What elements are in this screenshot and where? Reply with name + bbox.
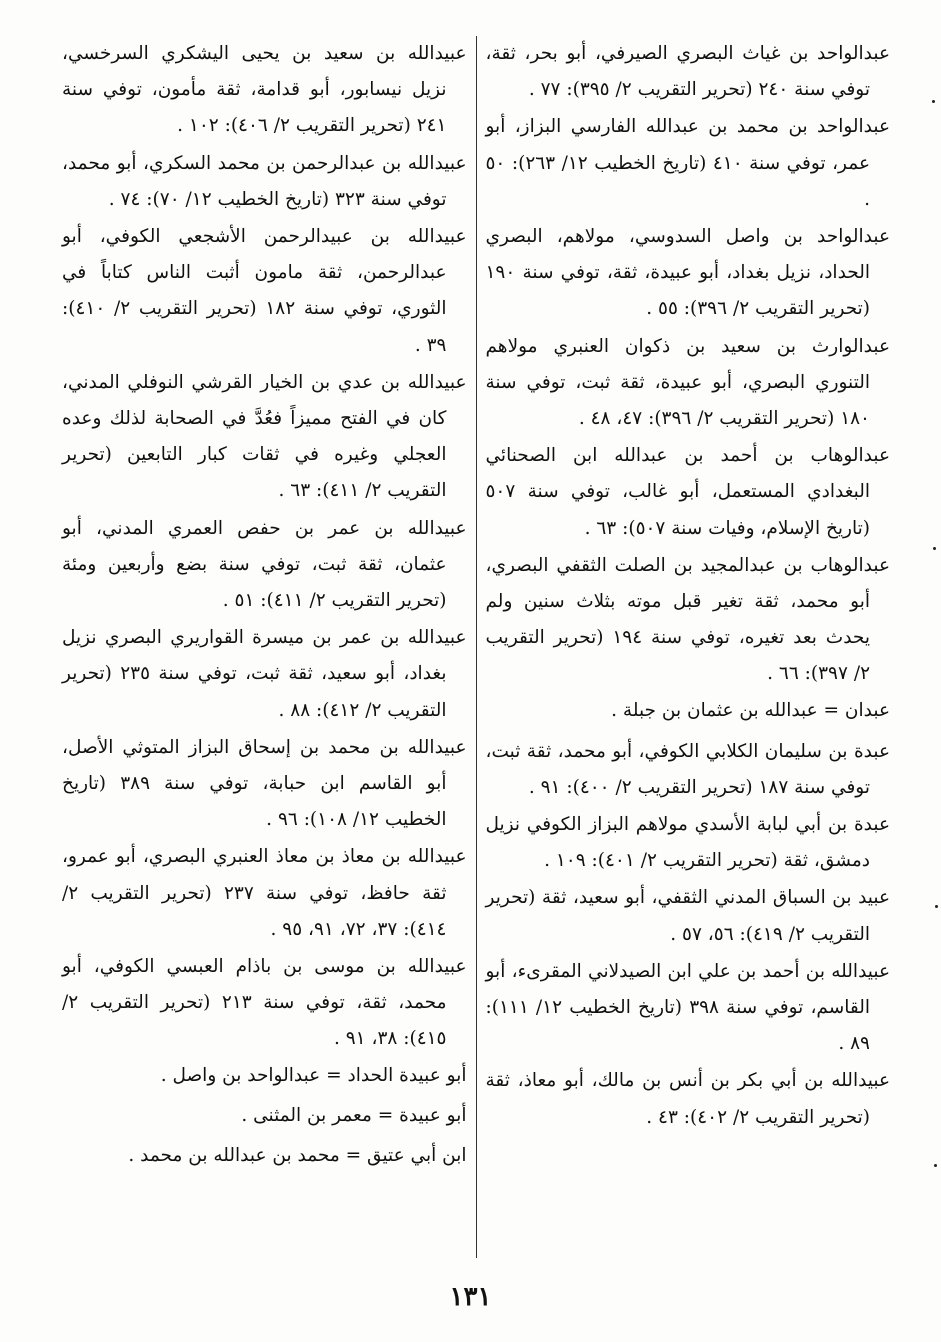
index-entry: عبدة بن أبي لبابة الأسدي مولاهم البزاز الكوفي نزيل دمشق، ثقة (تحرير التقريب ٢/ ٤٠١): ١٠٩ . (485, 814, 890, 872)
cross-reference-entry: ابن أبي عتيق = محمد بن عبدالله بن محمد . (128, 1144, 467, 1166)
index-entry: عبيدالله بن عبيدالرحمن الأشجعي الكوفي، أبو عبدالرحمن، ثقة مامون أثبت الناس كتاباً في الثوري، توفي سنة ١٨٢ (تحرير التقريب ٢/ ٤١٠): ٣٩ . (62, 226, 467, 356)
index-columns (62, 36, 890, 1258)
index-entry: عبيدالله بن عبدالرحمن بن محمد السكري، أبو محمد، توفي سنة ٣٢٣ (تاريخ الخطيب ١٢/ ٧٠): ٧٤ . (62, 152, 467, 210)
index-entry: عبيدالله بن عدي بن الخيار القرشي النوفلي المدني، كان في الفتح مميزاً فعُدَّ في الصحابة لذلك وعده العجلي وغيره في ثقات كبار التابعين (تحرير التقريب ٢/ ٤١١): ٦٣ . (62, 371, 467, 502)
index-entry: عبيدالله بن سعيد بن يحيى اليشكري السرخسي، نزيل نيسابور، أبو قدامة، ثقة مأمون، توفي سنة ٢٤١ (تحرير التقريب ٢/ ٤٠٦): ١٠٢ . (62, 43, 467, 137)
scan-speck (935, 905, 938, 908)
index-entry: عبدالواحد بن غياث البصري الصيرفي، أبو بحر، ثقة، توفي سنة ٢٤٠ (تحرير التقريب ٢/ ٣٩٥): ٧٧ . (485, 43, 890, 101)
index-entry: عبدالواحد بن محمد بن عبدالله الفارسي البزاز، أبو عمر، توفي سنة ٤١٠ (تاريخ الخطيب ١٢/ ٢٦٣): ٥٠ . (485, 116, 890, 210)
cross-reference-entry: عبدان = عبدالله بن عثمان بن جبلة . (611, 699, 890, 721)
page-number: ١٣١ (449, 1282, 492, 1312)
index-entry: عبدالوهاب بن عبدالمجيد بن الصلت الثقفي البصري، أبو محمد، ثقة تغير قبل موته بثلاث سنين ولم يحدث بعد تغيره، توفي سنة ١٩٤ (تحرير التقريب ٢/ ٣٩٧): ٦٦ . (485, 554, 890, 685)
index-entry: عبيد بن السباق المدني الثقفي، أبو سعيد، ثقة (تحرير التقريب ٢/ ٤١٩): ٥٦، ٥٧ . (485, 887, 890, 945)
right-column (478, 36, 891, 1258)
index-entry: عبيدالله بن أحمد بن علي ابن الصيدلاني المقرىء، أبو القاسم، توفي سنة ٣٩٨ (تاريخ الخطيب ١٢/ ١١١): ٨٩ . (485, 960, 890, 1055)
scan-speck (932, 100, 935, 103)
index-entry: عبيدالله بن عمر بن ميسرة القواريري البصري نزيل بغداد، أبو سعيد، ثقة ثبت، توفي سنة ٢٣٥ (تحرير التقريب ٢/ ٤١٢): ٨٨ . (62, 627, 467, 721)
index-entry: عبدالوارث بن سعيد بن ذكوان العنبري مولاهم التنوري البصري، أبو عبيدة، ثقة ثبت، توفي سنة ١٨٠ (تحرير التقريب ٢/ ٣٩٦): ٤٧، ٤٨ . (485, 335, 890, 430)
index-entry: عبيدالله بن معاذ بن معاذ العنبري البصري، أبو عمرو، ثقة حافظ، توفي سنة ٢٣٧ (تحرير التقريب ٢/ ٤١٤): ٣٧، ٧٢، ٩١، ٩٥ . (62, 846, 467, 940)
index-entry: عبيدالله بن محمد بن إسحاق البزاز المتوثي الأصل، أبو القاسم ابن حبابة، توفي سنة ٣٨٩ (تاريخ الخطيب ١٢/ ١٠٨): ٩٦ . (62, 736, 467, 831)
index-entry: عبدالوهاب بن أحمد بن عبدالله ابن الصحنائي البغدادي المستعمل، أبو غالب، توفي سنة ٥٠٧ (تاريخ الإسلام، وفيات سنة ٥٠٧): ٦٣ . (485, 445, 890, 539)
cross-reference-entry: أبو عبيدة الحداد = عبدالواحد بن واصل . (160, 1064, 467, 1086)
scan-speck (934, 1164, 937, 1167)
scan-speck (933, 547, 936, 550)
index-entry: عبيدالله بن أبي بكر بن أنس بن مالك، أبو معاذ، ثقة (تحرير التقريب ٢/ ٤٠٢): ٤٣ . (485, 1070, 890, 1128)
index-entry: عبدة بن سليمان الكلابي الكوفي، أبو محمد، ثقة ثبت، توفي سنة ١٨٧ (تحرير التقريب ٢/ ٤٠٠): ٩١ . (485, 740, 890, 798)
index-entry: عبيدالله بن موسى بن باذام العبسي الكوفي، أبو محمد، ثقة، توفي سنة ٢١٣ (تحرير التقريب ٢/ ٤١٥): ٣٨، ٩١ . (62, 956, 467, 1050)
left-column (62, 36, 475, 1258)
index-entry: عبيدالله بن عمر بن حفص العمري المدني، أبو عثمان، ثقة ثبت، توفي سنة بضع وأربعين ومئة (تحرير التقريب ٢/ ٤١١): ٥١ . (62, 517, 467, 612)
cross-reference-entry: أبو عبيدة = معمر بن المثنى . (241, 1104, 467, 1126)
column-divider (476, 36, 477, 1258)
index-entry: عبدالواحد بن واصل السدوسي، مولاهم، البصري الحداد، نزيل بغداد، أبو عبيدة، ثقة، توفي سنة ١٩٠ (تحرير التقريب ٢/ ٣٩٦): ٥٥ . (485, 226, 890, 320)
